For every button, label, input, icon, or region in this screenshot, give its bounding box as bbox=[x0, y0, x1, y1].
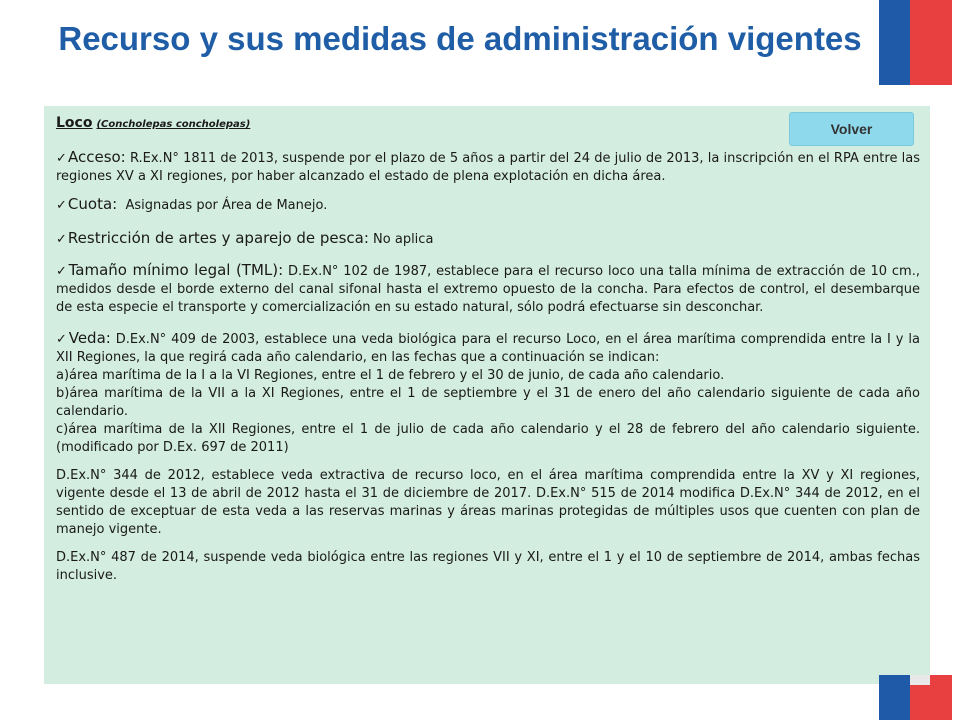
item-label: Restricción de artes y aparejo de pesca: bbox=[67, 229, 369, 247]
flag-blue-stripe bbox=[879, 675, 910, 720]
flag-bottom-decoration bbox=[879, 675, 952, 720]
paragraph-de487: D.Ex.N° 487 de 2014, suspende veda biológica entre las regiones VII y XI, entre el 1 y el 10 de septiembre de 2014, ambas fechas inclusive. bbox=[56, 550, 920, 583]
flag-white-stripe bbox=[910, 675, 930, 685]
check-icon: ✓ bbox=[56, 264, 68, 279]
item-restriccion bbox=[56, 229, 920, 249]
item-label: Acceso: bbox=[67, 148, 126, 166]
item-label: Veda: bbox=[68, 329, 111, 347]
item-cuota bbox=[56, 195, 920, 215]
flag-red-stripe bbox=[910, 0, 952, 85]
item-text: Asignadas por Área de Manejo. bbox=[117, 198, 328, 213]
item-tml bbox=[56, 261, 920, 317]
item-acceso bbox=[56, 148, 920, 186]
veda-sub-b: b)área marítima de la VII a la XI Regiones, entre el 1 de septiembre y el 31 de enero del año calendario siguiente de cada año calendario. bbox=[56, 386, 920, 419]
item-text: D.Ex.N° 409 de 2003, establece una veda biológica para el recurso Loco, en el área marítima comprendida entre la I y la XII Regiones, la que regirá cada año calendario, en las fechas que a continuación se indican: bbox=[56, 332, 920, 365]
page-title: Recurso y sus medidas de administración vigentes bbox=[58, 20, 862, 57]
flag-blue-stripe bbox=[879, 0, 910, 85]
resource-name: Loco bbox=[56, 115, 93, 131]
item-text: D.Ex.N° 102 de 1987, establece para el recurso loco una talla mínima de extracción de 10 cm., medidos desde el borde externo del canal sifonal hasta el extremo opuesto de la concha. Para efectos de control, el desembarque de esta especie el transporte y comercialización en su estado natural, sólo podrá efectuarse sin desconchar. bbox=[56, 264, 920, 315]
item-label: Cuota: bbox=[67, 195, 118, 213]
item-text: R.Ex.N° 1811 de 2013, suspende por el plazo de 5 años a partir del 24 de julio de 2013, la inscripción en el RPA entre las regiones XV a XI regiones, por haber alcanzado el estado de plena explotación en dicha área. bbox=[56, 151, 920, 184]
item-text: No aplica bbox=[368, 232, 434, 247]
veda-sub-a: a)área marítima de la I a la VI Regiones, entre el 1 de febrero y el 30 de junio, de cada año calendario. bbox=[56, 368, 725, 383]
item-label: Tamaño mínimo legal (TML): bbox=[68, 261, 284, 279]
check-icon: ✓ bbox=[56, 232, 67, 247]
veda-sub-c: c)área marítima de la XII Regiones, entre el 1 de julio de cada año calendario y el 28 de febrero del año calendario siguiente.(modificado por D.Ex. 697 de 2011) bbox=[56, 422, 920, 455]
item-veda bbox=[56, 329, 920, 367]
volver-button[interactable]: Volver bbox=[789, 112, 914, 146]
resource-scientific-name: (Concholepas concholepas) bbox=[96, 119, 251, 130]
check-icon: ✓ bbox=[56, 198, 67, 213]
content-panel bbox=[44, 106, 930, 684]
flag-top-decoration bbox=[879, 0, 952, 85]
check-icon: ✓ bbox=[56, 151, 67, 166]
paragraph-de344: D.Ex.N° 344 de 2012, establece veda extractiva de recurso loco, en el área marítima comprendida entre la XV y XI regiones, vigente desde el 13 de abril de 2012 hasta el 31 de diciembre de 2017. D.Ex.N° 515 de 2014 modifica D.Ex.N° 344 de 2012, en el sentido de exceptuar de esta veda a las reservas marinas y áreas marinas protegidas de múltiples usos que cuenten con plan de manejo vigente. bbox=[56, 468, 920, 537]
check-icon: ✓ bbox=[56, 332, 68, 347]
